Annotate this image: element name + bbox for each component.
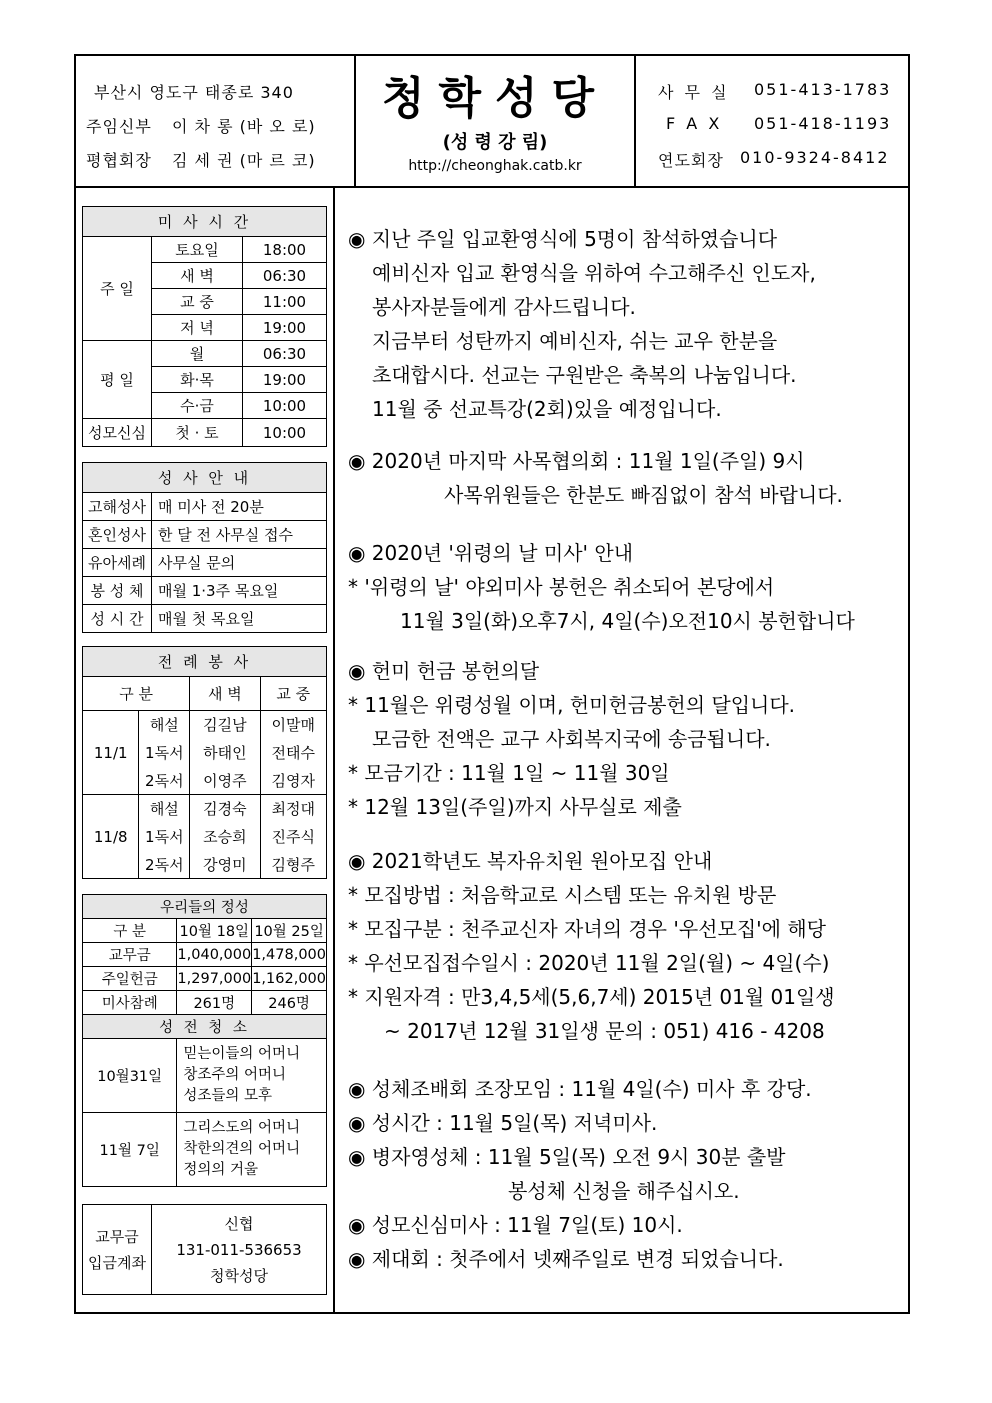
notice-line: 11월 중 선교특강(2회)있을 예정입니다. [372, 397, 722, 421]
ministry-dawn: 하태인 [190, 739, 260, 767]
sacrament-name: 성 시 간 [83, 605, 152, 633]
notice-line: ◉ 성모신심미사 : 11월 7일(토) 10시. [348, 1213, 683, 1237]
mass-day: 교 중 [152, 289, 243, 315]
offering-b: 1,478,000 [252, 943, 327, 967]
sacrament-info: 매월 첫 목요일 [152, 605, 327, 633]
ministry-date: 11/8 [83, 795, 139, 879]
pastor-name: 이 차 롱 (바 오 로) [172, 117, 316, 136]
offering-a: 1,040,000 [177, 943, 252, 967]
sacrament-name: 봉 성 체 [83, 577, 152, 605]
offering-name: 미사참례 [83, 991, 177, 1015]
sacraments-table [82, 462, 327, 633]
notice-line: ◉ 성시간 : 11월 5일(목) 저녁미사. [348, 1111, 658, 1135]
offerings-title: 우리들의 정성 [83, 895, 327, 919]
ministry-dawn: 이영주 [190, 767, 260, 795]
offerings-col-a: 10월 18일 [177, 919, 252, 943]
marian-day: 첫 · 토 [152, 419, 243, 447]
cleaning-date: 10월31일 [83, 1039, 177, 1113]
sacrament-info: 매월 1·3주 목요일 [152, 577, 327, 605]
mass-day: 토요일 [152, 237, 243, 263]
ministry-col-main: 교 중 [260, 677, 326, 711]
notice-all-souls [348, 536, 855, 638]
ministry-main: 김영자 [260, 767, 326, 795]
ministry-title: 전 례 봉 사 [83, 647, 327, 677]
account-label-2: 입금계좌 [88, 1253, 146, 1272]
notice-line: ◉ 지난 주일 입교환영식에 5명이 참석하였습니다 [348, 227, 778, 251]
ministry-col-label: 구 분 [83, 677, 190, 711]
header-center [356, 56, 636, 186]
sacrament-name: 고해성사 [83, 493, 152, 521]
notice-line: ◉ 병자영성체 : 11월 5일(목) 오전 9시 30분 출발 [348, 1145, 786, 1169]
account-label: 교무금 [95, 1227, 139, 1246]
mass-time: 11:00 [243, 289, 327, 315]
notice-line: 봉사자분들에게 감사드립니다. [372, 295, 636, 319]
offering-a: 1,297,000 [177, 967, 252, 991]
ministry-role: 해설 [139, 711, 190, 739]
ministry-role: 2독서 [139, 851, 190, 879]
notice-rice-offering [348, 654, 795, 824]
offering-a: 261명 [177, 991, 252, 1015]
fax-phone: 051-418-1193 [754, 114, 892, 133]
header-left [76, 56, 356, 186]
pastor-label: 주임신부 [86, 117, 152, 136]
marian-time: 10:00 [243, 419, 327, 447]
mass-times-title: 미 사 시 간 [83, 207, 327, 237]
mass-times-table [82, 206, 327, 447]
mass-day: 저 녁 [152, 315, 243, 341]
notice-line: ◉ 2020년 마지막 사목협의회 : 11월 1일(주일) 9시 [348, 449, 805, 473]
ministry-dawn: 강영미 [190, 851, 260, 879]
ministry-main: 이말매 [260, 711, 326, 739]
ministry-role: 2독서 [139, 767, 190, 795]
notice-line: 11월 3일(화)오후7시, 4일(수)오전10시 봉헌합니다 [400, 609, 855, 633]
chair-phone: 010-9324-8412 [740, 148, 890, 167]
notice-line: 예비신자 입교 환영식을 위하여 수고해주신 인도자, [372, 261, 816, 285]
notice-line: ◉ 성체조배회 조장모임 : 11월 4일(수) 미사 후 강당. [348, 1077, 812, 1101]
sacrament-info: 사무실 문의 [152, 549, 327, 577]
notice-line: * 모금기간 : 11월 1일 ~ 11월 30일 [348, 761, 670, 785]
weekday-label: 평 일 [83, 341, 152, 419]
cleaning-group: 그리스도의 어머니 [183, 1120, 301, 1136]
account-holder: 청학성당 [210, 1266, 268, 1285]
mass-time: 06:30 [243, 263, 327, 289]
council-name: 김 세 권 (마 르 코) [172, 151, 316, 170]
notice-kindergarten [348, 844, 835, 1048]
offerings-table [82, 894, 327, 1187]
mass-time: 10:00 [243, 393, 327, 419]
ministry-main: 최정대 [260, 795, 326, 823]
subtitle: (성 령 강 림) [442, 132, 548, 153]
offerings-col-b: 10월 25일 [252, 919, 327, 943]
offering-name: 교무금 [83, 943, 177, 967]
notice-welcome [348, 222, 816, 426]
ministry-main: 전태수 [260, 739, 326, 767]
notice-line: ◉ 헌미 헌금 봉헌의달 [348, 659, 540, 683]
header [76, 56, 908, 188]
notice-line: * 지원자격 : 만3,4,5세(5,6,7세) 2015년 01월 01일생 [348, 985, 835, 1009]
notice-misc [348, 1072, 812, 1276]
mass-day: 화·목 [152, 367, 243, 393]
chair-label: 연도회장 [658, 151, 724, 170]
ministry-main: 진주식 [260, 823, 326, 851]
notice-council [348, 444, 843, 512]
ministry-dawn: 조승희 [190, 823, 260, 851]
notice-line: * 모집구분 : 천주교신자 자녀의 경우 '우선모집'에 해당 [348, 917, 826, 941]
council-label: 평협회장 [86, 151, 152, 170]
cleaning-title: 성 전 청 소 [83, 1015, 327, 1039]
mass-time: 19:00 [243, 367, 327, 393]
sacrament-info: 매 미사 전 20분 [152, 493, 327, 521]
sacraments-title: 성 사 안 내 [83, 463, 327, 493]
sacrament-info: 한 달 전 사무실 접수 [152, 521, 327, 549]
sunday-label: 주 일 [83, 237, 152, 341]
notice-line: 모금한 전액은 교구 사회복지국에 송금됩니다. [372, 727, 771, 751]
fax-label: F A X [666, 114, 723, 133]
notice-line: * 모집방법 : 처음학교로 시스템 또는 유치원 방문 [348, 883, 777, 907]
mass-day: 월 [152, 341, 243, 367]
notice-line: ~ 2017년 12월 31일생 문의 : 051) 416 - 4208 [384, 1019, 825, 1043]
mass-time: 06:30 [243, 341, 327, 367]
ministry-main: 김형주 [260, 851, 326, 879]
website-url[interactable]: http://cheonghak.catb.kr [408, 158, 582, 174]
ministry-role: 1독서 [139, 739, 190, 767]
notice-line: ◉ 제대회 : 첫주에서 넷째주일로 변경 되었습니다. [348, 1247, 784, 1271]
sacrament-name: 혼인성사 [83, 521, 152, 549]
notice-line: 사목위원들은 한분도 빠짐없이 참석 바랍니다. [444, 483, 843, 507]
address: 부산시 영도구 태종로 340 [94, 83, 294, 102]
notice-line: 지금부터 성탄까지 예비신자, 쉬는 교우 한분을 [372, 329, 778, 353]
cleaning-group: 정의의 거울 [183, 1162, 259, 1178]
offering-b: 246명 [252, 991, 327, 1015]
office-label: 사 무 실 [658, 83, 730, 102]
ministry-dawn: 김경숙 [190, 795, 260, 823]
ministry-role: 1독서 [139, 823, 190, 851]
header-right [636, 56, 908, 186]
column-divider [333, 186, 335, 1314]
account-table [82, 1204, 327, 1295]
notice-line: 초대합시다. 선교는 구원받은 축복의 나눔입니다. [372, 363, 797, 387]
ministry-date: 11/1 [83, 711, 139, 795]
mass-day: 새 벽 [152, 263, 243, 289]
ministry-role: 해설 [139, 795, 190, 823]
mass-time: 19:00 [243, 315, 327, 341]
cleaning-group: 성조들의 모후 [183, 1088, 273, 1104]
offerings-col-label: 구 분 [83, 919, 177, 943]
account-number: 131-011-536653 [176, 1240, 302, 1259]
notice-line: 봉성체 신청을 해주십시오. [508, 1179, 740, 1203]
marian-label: 성모신심 [83, 419, 152, 447]
cleaning-group: 창조주의 어머니 [183, 1067, 287, 1083]
cleaning-group: 믿는이들의 어머니 [183, 1046, 301, 1062]
mass-time: 18:00 [243, 237, 327, 263]
notice-line: ◉ 2021학년도 복자유치원 원아모집 안내 [348, 849, 713, 873]
cleaning-date: 11월 7일 [83, 1113, 177, 1187]
sacrament-name: 유아세례 [83, 549, 152, 577]
ministry-dawn: 김길남 [190, 711, 260, 739]
notice-line: * 11월은 위령성월 이며, 헌미헌금봉헌의 달입니다. [348, 693, 796, 717]
bulletin-frame [74, 54, 910, 1314]
mass-day: 수·금 [152, 393, 243, 419]
offering-b: 1,162,000 [252, 967, 327, 991]
ministry-table [82, 646, 327, 879]
notice-line: * 우선모집접수일시 : 2020년 11월 2일(월) ~ 4일(수) [348, 951, 830, 975]
notice-line: * 12월 13일(주일)까지 사무실로 제출 [348, 795, 682, 819]
notice-line: ◉ 2020년 '위령의 날 미사' 안내 [348, 541, 634, 565]
cleaning-group: 착한의견의 어머니 [183, 1141, 301, 1157]
account-bank: 신협 [224, 1214, 254, 1233]
notice-line: * '위령의 날' 야외미사 봉헌은 취소되어 본당에서 [348, 575, 775, 599]
church-name: 청학성당 [381, 73, 608, 124]
office-phone: 051-413-1783 [754, 80, 892, 99]
offering-name: 주일헌금 [83, 967, 177, 991]
ministry-col-dawn: 새 벽 [190, 677, 260, 711]
